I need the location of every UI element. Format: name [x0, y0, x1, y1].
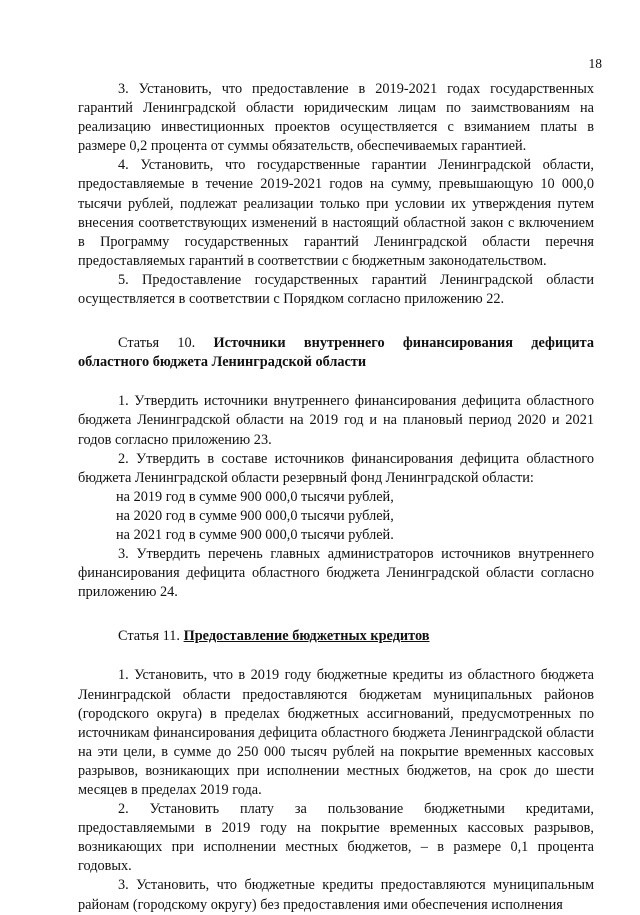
- article-10-paragraph-1: 1. Утвердить источники внутреннего финансирования дефицита областного бюджета Ленинградской области на 2019 год и на плановый период 2020 и 2021 годов согласно приложению 23.: [78, 393, 594, 448]
- paragraph-guarantee-threshold: 4. Установить, что государственные гарантии Ленинградской области, предоставляемые в течение 2019-2021 годов на сумму, превышающую 10 000,0 тысячи рублей, подлежат реализации только при условии их утверждения путем внесения соответствующих изменений в настоящий областной закон с включением в Программу государственных гарантий Ленинградской области перечня предоставляемых гарантий в соответствии с бюджетным законодательством.: [78, 157, 594, 269]
- reserve-fund-2021: на 2021 год в сумме 900 000,0 тысячи рублей.: [116, 526, 394, 543]
- article-11-paragraph-3: 3. Установить, что бюджетные кредиты предоставляются муниципальным районам (городскому округу) без предоставления ими обеспечения исполнения: [78, 877, 594, 913]
- spacer: [78, 602, 594, 627]
- reserve-fund-2020: на 2020 год в сумме 900 000,0 тысячи рублей,: [116, 507, 394, 524]
- article-10-paragraph-2: 2. Утвердить в составе источников финансирования дефицита областного бюджета Ленинградской области резервный фонд Ленинградской области:: [78, 450, 594, 486]
- reserve-fund-2019: на 2019 год в сумме 900 000,0 тысячи рублей,: [116, 488, 394, 505]
- article-11-heading: [78, 627, 594, 646]
- article-11-title: Предоставление бюджетных кредитов: [183, 628, 430, 645]
- article-10-title: Источники внутреннего финансирования дефицита областного бюджета Ленинградской области: [78, 335, 594, 371]
- spacer: [78, 646, 594, 666]
- article-11-paragraph-2: 2. Установить плату за пользование бюджетными кредитами, предоставляемыми в 2019 году на покрытие временных кассовых разрывов, возникающих при исполнении местных бюджетов, – в размере 0,1 процента годовых.: [78, 801, 594, 875]
- article-10-heading: [78, 334, 594, 372]
- paragraph-guarantee-procedure: 5. Предоставление государственных гарантий Ленинградской области осуществляется в соответствии с Порядком согласно приложению 22.: [78, 271, 594, 308]
- paragraph-guarantee-fee: 3. Установить, что предоставление в 2019-2021 годах государственных гарантий Ленинградской области юридическим лицам по заимствованиям на реализацию инвестиционных проектов осуществляется с взиманием платы в размере 0,2 процента от суммы обязательств, обеспечиваемых гарантией.: [78, 81, 594, 155]
- spacer: [78, 372, 594, 392]
- document-body: [78, 80, 594, 915]
- page-number: 18: [588, 56, 602, 71]
- article-10-prefix: Статья 10.: [118, 335, 214, 352]
- article-11-prefix: Статья 11.: [118, 628, 184, 645]
- article-10-paragraph-3: 3. Утвердить перечень главных администраторов источников внутреннего финансирования дефицита областного бюджета Ленинградской области согласно приложению 24.: [78, 546, 594, 601]
- article-11-paragraph-1: 1. Установить, что в 2019 году бюджетные кредиты из областного бюджета Ленинградской области предоставляются бюджетам муниципальных районов (городского округа) в пределах бюджетных ассигнований, предусмотренных по источникам финансирования дефицита областного бюджета Ленинградской области на эти цели, в сумме до 250 000 тысяч рублей на покрытие временных кассовых разрывов, возникающих при исполнении местных бюджетов, на срок до шести месяцев в пределах 2019 года.: [78, 667, 594, 798]
- spacer: [78, 309, 594, 334]
